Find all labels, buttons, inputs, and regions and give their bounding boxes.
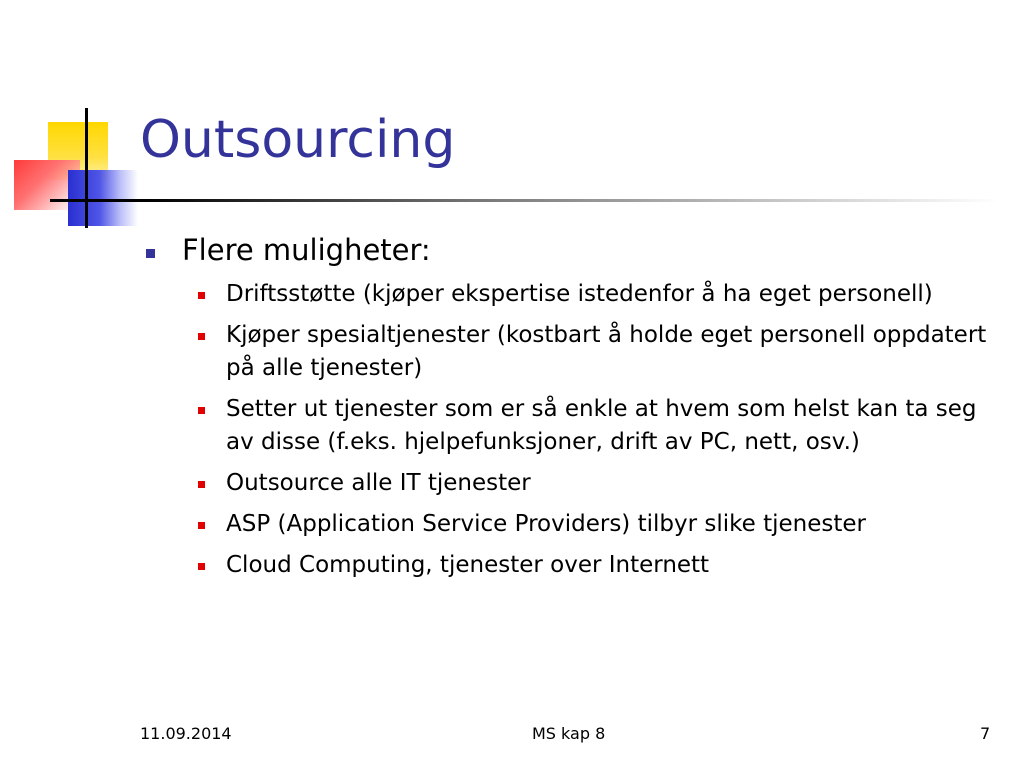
red-square-bullet-icon bbox=[198, 407, 205, 414]
sub-bullet-text: Kjøper spesialtjenester (kostbart å holde eget personell oppdatert på alle tjenester) bbox=[226, 321, 987, 381]
page-number: 7 bbox=[980, 724, 991, 743]
sub-bullet-item bbox=[188, 508, 1000, 541]
sub-bullet-text: ASP (Application Service Providers) tilbyr slike tjenester bbox=[226, 510, 866, 537]
logo-blue-square bbox=[68, 170, 138, 226]
red-square-bullet-icon bbox=[198, 522, 205, 529]
red-square-bullet-icon bbox=[198, 563, 205, 570]
sub-bullet-item bbox=[188, 549, 1000, 582]
main-bullet-item bbox=[140, 232, 1000, 270]
sub-bullet-item bbox=[188, 319, 1000, 385]
sub-bullet-text: Setter ut tjenester som er så enkle at hvem som helst kan ta seg av disse (f.eks. hjelpefunksjoner, drift av PC, nett, osv.) bbox=[226, 395, 977, 455]
main-bullet-text: Flere muligheter: bbox=[182, 233, 431, 267]
red-square-bullet-icon bbox=[198, 481, 205, 488]
bullet-list bbox=[140, 232, 1000, 590]
footer-center-text: MS kap 8 bbox=[532, 724, 606, 743]
logo-vertical-line bbox=[85, 108, 88, 228]
footer-date: 11.09.2014 bbox=[140, 724, 232, 743]
square-bullet-icon bbox=[146, 249, 155, 258]
red-square-bullet-icon bbox=[198, 333, 205, 340]
sub-bullet-text: Cloud Computing, tjenester over Internett bbox=[226, 551, 710, 578]
slide-title: Outsourcing bbox=[140, 110, 456, 170]
sub-bullet-text: Driftsstøtte (kjøper ekspertise istedenfor å ha eget personell) bbox=[226, 280, 933, 307]
sub-bullet-item bbox=[188, 393, 1000, 459]
sub-bullet-list bbox=[188, 278, 1000, 582]
title-underline bbox=[50, 199, 1000, 202]
sub-bullet-text: Outsource alle IT tjenester bbox=[226, 469, 531, 496]
sub-bullet-item bbox=[188, 278, 1000, 311]
red-square-bullet-icon bbox=[198, 292, 205, 299]
sub-bullet-item bbox=[188, 467, 1000, 500]
